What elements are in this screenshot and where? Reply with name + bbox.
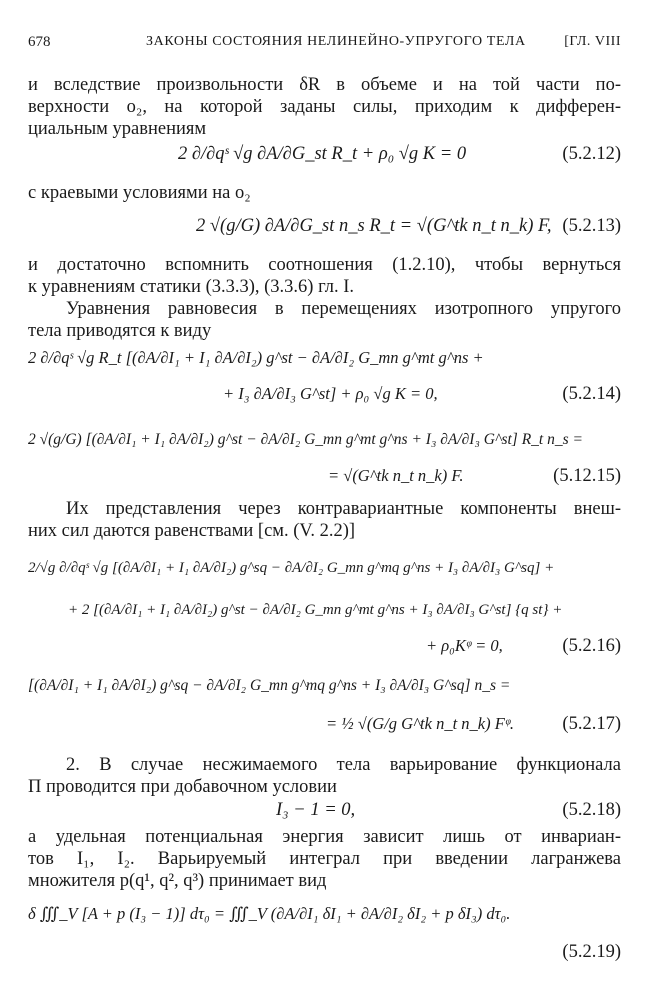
equation-number: (5.2.16) [562, 636, 621, 656]
equation-body: + 2 [(∂A/∂I₁ + I₁ ∂A/∂I₂) g^st − ∂A/∂I₂ G_mn g^mt g^ns + I₃ ∂A/∂I₃ G^st] {q st} + [68, 602, 563, 618]
equation-body: 2 ∂/∂qˢ √g ∂A/∂G_st R_t + ρ₀ √g K = 0 [178, 144, 467, 164]
paragraph-line: П проводится при добавочном условии [28, 777, 337, 797]
paragraph-line: множителя p(q¹, q², q³) принимает вид [28, 871, 327, 891]
paragraph-line: и вследствие произвольности δR в объеме и на той части по- [28, 75, 621, 95]
equation-body: = √(G^tk n_t n_k) F. [328, 466, 464, 485]
paragraph-line: Уравнения равновесия в перемещениях изотропного упругого [66, 299, 621, 319]
equation-body: I₃ − 1 = 0, [276, 800, 356, 820]
paragraph-line: и достаточно вспомнить соотношения (1.2.10), чтобы вернуться [28, 255, 621, 275]
equation-number: (5.2.19) [562, 942, 621, 962]
page-number: 678 [28, 34, 51, 50]
paragraph-line: верхности o₂, на которой заданы силы, приходим к дифферен- [28, 97, 621, 117]
equation-body: 2 ∂/∂qˢ √g R_t [(∂A/∂I₁ + I₁ ∂A/∂I₂) g^st − ∂A/∂I₂ G_mn g^mt g^ns + [28, 348, 484, 367]
equation-number: (5.2.14) [562, 384, 621, 404]
paragraph-line: а удельная потенциальная энергия зависит лишь от инвариан- [28, 827, 621, 847]
equation-number: (5.2.12) [562, 144, 621, 164]
equation-body: δ ∭_V [A + p (I₃ − 1)] dτ₀ = ∭_V (∂A/∂I₁ δI₁ + ∂A/∂I₂ δI₂ + p δI₃) dτ₀. [28, 904, 511, 923]
equation-number: (5.2.18) [562, 800, 621, 820]
equation-body: 2/√g ∂/∂qˢ √g [(∂A/∂I₁ + I₁ ∂A/∂I₂) g^sq − ∂A/∂I₂ G_mn g^mq g^ns + I₃ ∂A/∂I₃ G^sq] + [28, 560, 555, 576]
equation-body: = ½ √(G/g G^tk n_t n_k) Fᵠ. [326, 714, 514, 733]
paragraph-line: циальным уравнениям [28, 119, 207, 139]
chapter-label: [ГЛ. VIII [564, 34, 621, 49]
paragraph-line: тела приводятся к виду [28, 321, 212, 341]
paragraph-line: к уравнениям статики (3.3.3), (3.3.6) гл. I. [28, 277, 354, 297]
paragraph-line: них сил даются равенствами [см. (V. 2.2)] [28, 521, 356, 541]
running-header [28, 34, 621, 56]
paragraph-line: 2. В случае несжимаемого тела варьирование функционала [66, 755, 621, 775]
equation-body: 2 √(g/G) [(∂A/∂I₁ + I₁ ∂A/∂I₂) g^st − ∂A/∂I₂ G_mn g^mt g^ns + I₃ ∂A/∂I₃ G^st] R_t n_s = [28, 431, 583, 448]
paragraph-line: тов I₁, I₂. Варьируемый интеграл при введении лагранжева [28, 849, 621, 869]
paragraph-line: Их представления через контравариантные компоненты внеш- [66, 499, 621, 519]
equation-body: 2 √(g/G) ∂A/∂G_st n_s R_t = √(G^tk n_t n_k) F, [196, 216, 552, 236]
paragraph-line: с краевыми условиями на o₂ [28, 183, 251, 203]
running-title: ЗАКОНЫ СОСТОЯНИЯ НЕЛИНЕЙНО-УПРУГОГО ТЕЛА [146, 34, 526, 49]
equation-number: (5.2.13) [562, 216, 621, 236]
equation-number: (5.12.15) [553, 466, 621, 486]
equation-body: + I₃ ∂A/∂I₃ G^st] + ρ₀ √g K = 0, [223, 384, 438, 403]
equation-number: (5.2.17) [562, 714, 621, 734]
equation-body: + ρ₀Kᵠ = 0, [426, 636, 503, 655]
equation-body: [(∂A/∂I₁ + I₁ ∂A/∂I₂) g^sq − ∂A/∂I₂ G_mn g^mq g^ns + I₃ ∂A/∂I₃ G^sq] n_s = [28, 677, 511, 694]
